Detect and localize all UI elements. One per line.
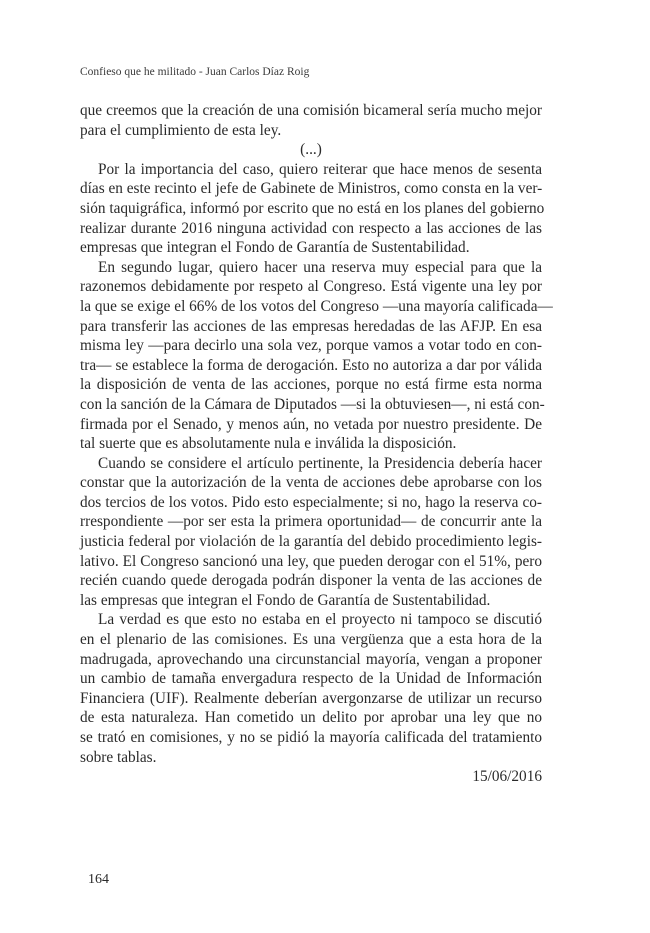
text-line: tal suerte que es absolutamente nula e inválida la disposición. (80, 435, 457, 453)
text-line: dos tercios de los votos. Pido esto especialmente; si no, hago la reserva co- (80, 493, 542, 511)
body-text (80, 101, 553, 787)
text-line: de esta naturaleza. Han cometido un delito por aprobar una ley que no (80, 709, 542, 727)
text-line: justicia federal por violación de la garantía del debido procedimiento legis- (80, 533, 542, 551)
text-line: En segundo lugar, quiero hacer una reserva muy especial para que la (98, 258, 542, 276)
text-line: (...) (300, 141, 322, 159)
text-line: lativo. El Congreso sancionó una ley, que pueden derogar con el 51%, pero (80, 552, 542, 570)
text-line: para transferir las acciones de las empresas heredadas de las AFJP. En esa (80, 317, 542, 335)
text-line: con la sanción de la Cámara de Diputados —si la obtuviesen—, ni está con- (80, 395, 545, 413)
text-line: realizar durante 2016 ninguna actividad con respecto a las acciones de las (80, 219, 542, 237)
text-line: sión taquigráfica, informó por escrito que no está en los planes del gobierno (80, 199, 545, 217)
text-line: recién cuando quede derogada podrán disponer la venta de las acciones de (80, 572, 542, 590)
text-line: sobre tablas. (80, 748, 157, 766)
text-line: misma ley —para decirlo una sola vez, porque vamos a votar todo en con- (80, 337, 542, 355)
text-line: la que se exige el 66% de los votos del Congreso —una mayoría calificada— (80, 297, 553, 315)
text-line: que creemos que la creación de una comisión bicameral sería mucho mejor (80, 102, 542, 119)
text-line: firmada por el Senado, y menos aún, no vetada por nuestro presidente. De (80, 415, 542, 433)
date-line: 15/06/2016 (472, 768, 542, 786)
text-line: Financiera (UIF). Realmente deberían avergonzarse de utilizar un recurso (80, 689, 542, 707)
text-line: constar que la autorización de la venta de acciones debe aprobarse con los (80, 474, 542, 492)
text-line: en el plenario de las comisiones. Es una vergüenza que a esta hora de la (80, 631, 542, 649)
text-line: para el cumplimiento de esta ley. (80, 121, 282, 139)
text-line: madrugada, aprovechando una circunstancial mayoría, vengan a proponer (80, 650, 542, 668)
text-line: Cuando se considere el artículo pertinente, la Presidencia debería hacer (98, 454, 542, 472)
text-line: días en este recinto el jefe de Gabinete de Ministros, como consta en la ver- (80, 180, 543, 198)
text-line: La verdad es que esto no estaba en el proyecto ni tampoco se discutió (98, 611, 542, 629)
text-line: un cambio de tamaña envergadura respecto de la Unidad de Información (80, 670, 542, 688)
text-line: se trató en comisiones, y no se pidió la mayoría calificada del tratamiento (80, 729, 542, 746)
text-line: razonemos debidamente por respeto al Congreso. Está vigente una ley por (80, 278, 542, 296)
text-line: Por la importancia del caso, quiero reiterar que hace menos de sesenta (98, 160, 542, 178)
text-line: las empresas que integran el Fondo de Garantía de Sustentabilidad. (80, 591, 491, 609)
text-line: empresas que integran el Fondo de Garantía de Sustentabilidad. (80, 239, 470, 257)
text-line: rrespondiente —por ser esta la primera oportunidad— de concurrir ante la (80, 513, 542, 531)
text-line: tra— se establece la forma de derogación. Esto no autoriza a dar por válida (80, 356, 542, 374)
running-header: Confieso que he militado - Juan Carlos Díaz Roig (80, 66, 310, 78)
text-line: la disposición de venta de las acciones, porque no está firme esta norma (80, 376, 542, 394)
page-number: 164 (88, 872, 109, 887)
